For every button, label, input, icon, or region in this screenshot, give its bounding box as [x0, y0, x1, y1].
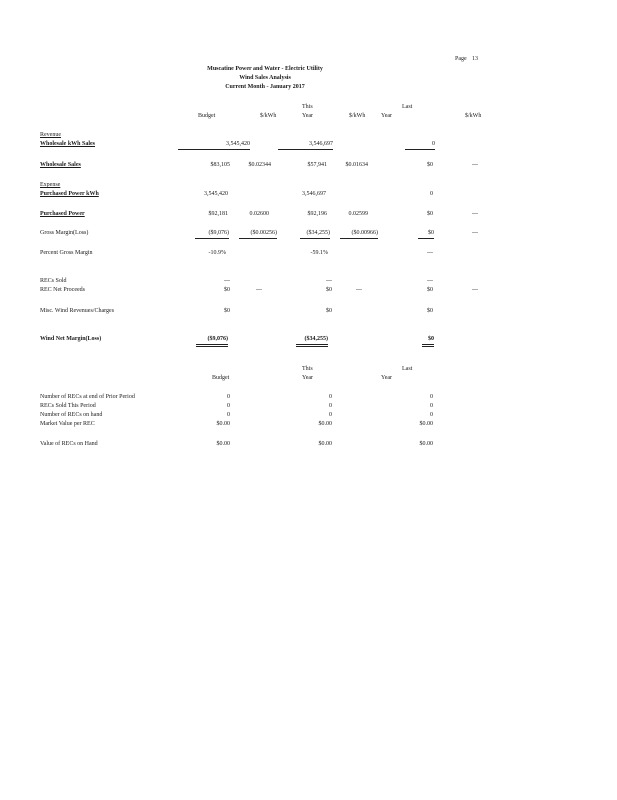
report-period: Current Month - January 2017	[225, 84, 305, 90]
rec-table-col-budget: Budget	[212, 375, 230, 381]
rec-table-col-this: This	[302, 366, 313, 372]
rec-row-last-year: 0	[430, 394, 433, 400]
gross-margin-label: Gross Margin(Loss)	[40, 230, 89, 236]
wholesale-kwh-sales-label: Wholesale kWh Sales	[40, 141, 96, 147]
gross-margin-last-year: $0	[418, 230, 434, 239]
rec-row-last-year: $0.00	[419, 421, 433, 427]
wholesale-sales-budget-per-kwh: $0.02344	[248, 162, 271, 168]
misc-wind-revenues-label: Misc. Wind Revenues/Charges	[40, 308, 115, 314]
rec-row-budget: 0	[227, 403, 230, 409]
rec-net-proceeds-this-year-per-kwh: ---	[356, 287, 362, 293]
rec-net-proceeds-budget-per-kwh: ---	[256, 287, 262, 293]
rec-net-proceeds-this-year: $0	[326, 287, 332, 293]
purchased-power-kwh-label: Purchased Power kWh	[40, 191, 99, 197]
page-number: 13	[472, 56, 478, 62]
rec-table-col-last: Last	[402, 366, 413, 372]
percent-gross-margin-this-year: -59.1%	[310, 250, 328, 256]
purchased-kwh-last-year: 0	[430, 191, 433, 197]
col-budget: Budget	[198, 113, 216, 119]
purchased-power-this-year: $92,196	[307, 211, 327, 217]
rec-row-budget: 0	[227, 412, 230, 418]
value-of-recs-label: Value of RECs on Hand	[40, 441, 98, 447]
expense-section-label: Expense	[40, 182, 61, 188]
purchased-power-last-year-per-kwh: ---	[472, 211, 478, 217]
rec-table-col-this-year: Year	[302, 375, 314, 381]
rec-row-label: Number of RECs at end of Prior Period	[40, 394, 135, 400]
rec-net-proceeds-last-year-per-kwh: ---	[472, 287, 478, 293]
rec-table-col-last-year: Year	[381, 375, 393, 381]
recs-sold-last-year: ---	[427, 278, 433, 284]
wind-net-margin-label: Wind Net Margin(Loss)	[40, 336, 102, 342]
wholesale-sales-last-year-per-kwh: ---	[472, 162, 478, 168]
wholesale-kwh-this-year: 3,546,697	[278, 141, 333, 150]
percent-gross-margin-budget: -10.9%	[208, 250, 226, 256]
col-last-per-kwh: $/kWh	[465, 113, 482, 119]
rec-net-proceeds-budget: $0	[224, 287, 230, 293]
wind-net-margin-this-year: ($34,255)	[296, 336, 328, 347]
gross-margin-budget-per-kwh: ($0.00256)	[239, 230, 277, 239]
recs-sold-this-year: ---	[326, 278, 332, 284]
wholesale-kwh-last-year: 0	[405, 141, 435, 150]
rec-row-this-year: 0	[329, 403, 332, 409]
col-budget-per-kwh: $/kWh	[260, 113, 277, 119]
rec-row-label: RECs Sold This Period	[40, 403, 96, 409]
gross-margin-budget: ($9,076)	[195, 230, 229, 239]
rec-row-budget: $0.00	[216, 421, 230, 427]
purchased-power-last-year: $0	[427, 211, 433, 217]
col-last-year: Year	[381, 113, 393, 119]
page-label: Page	[455, 56, 467, 62]
report-subtitle: Wind Sales Analysis	[239, 75, 291, 81]
wholesale-sales-budget: $83,105	[210, 162, 230, 168]
purchased-kwh-this-year: 3,546,697	[302, 191, 326, 197]
rec-row-last-year: 0	[430, 412, 433, 418]
percent-gross-margin-last-year: ---	[427, 250, 433, 256]
col-this-per-kwh: $/kWh	[349, 113, 366, 119]
rec-row-this-year: 0	[329, 394, 332, 400]
rec-row-last-year: 0	[430, 403, 433, 409]
recs-sold-budget: ---	[224, 278, 230, 284]
wind-net-margin-budget: ($9,076)	[196, 336, 228, 347]
recs-sold-label: RECs Sold	[40, 278, 67, 284]
rec-row-label: Number of RECs on hand	[40, 412, 103, 418]
misc-wind-last-year: $0	[427, 308, 433, 314]
percent-gross-margin-label: Percent Gross Margin	[40, 250, 93, 256]
rec-row-label: Market Value per REC	[40, 421, 95, 427]
rec-row-this-year: $0.00	[318, 421, 332, 427]
misc-wind-this-year: $0	[326, 308, 332, 314]
rec-row-this-year: 0	[329, 412, 332, 418]
col-this-year: Year	[302, 113, 314, 119]
gross-margin-this-year: ($34,255)	[300, 230, 330, 239]
rec-net-proceeds-label: REC Net Proceeds	[40, 287, 85, 293]
wholesale-sales-this-year-per-kwh: $0.01634	[345, 162, 368, 168]
col-last: Last	[402, 104, 413, 110]
gross-margin-this-year-per-kwh: ($0.00966)	[340, 230, 378, 239]
purchased-power-budget: $92,181	[208, 211, 228, 217]
rec-net-proceeds-last-year: $0	[427, 287, 433, 293]
gross-margin-last-year-per-kwh: ---	[472, 230, 478, 236]
purchased-power-budget-per-kwh: 0.02600	[249, 211, 269, 217]
value-of-recs-this-year: $0.00	[318, 441, 332, 447]
revenue-section-label: Revenue	[40, 132, 61, 138]
purchased-kwh-budget: 3,545,420	[204, 191, 228, 197]
misc-wind-budget: $0	[224, 308, 230, 314]
wholesale-sales-label: Wholesale Sales	[40, 162, 81, 168]
purchased-power-label: Purchased Power	[40, 211, 85, 217]
purchased-power-this-year-per-kwh: 0.02599	[348, 211, 368, 217]
value-of-recs-budget: $0.00	[216, 441, 230, 447]
wholesale-sales-last-year: $0	[427, 162, 433, 168]
rec-row-budget: 0	[227, 394, 230, 400]
report-company-title: Muscatine Power and Water - Electric Utility	[207, 66, 323, 72]
wholesale-sales-this-year: $57,941	[307, 162, 327, 168]
value-of-recs-last-year: $0.00	[419, 441, 433, 447]
wholesale-kwh-budget: 3,545,420	[178, 141, 250, 150]
wind-net-margin-last-year: $0	[422, 336, 434, 347]
col-this: This	[302, 104, 313, 110]
